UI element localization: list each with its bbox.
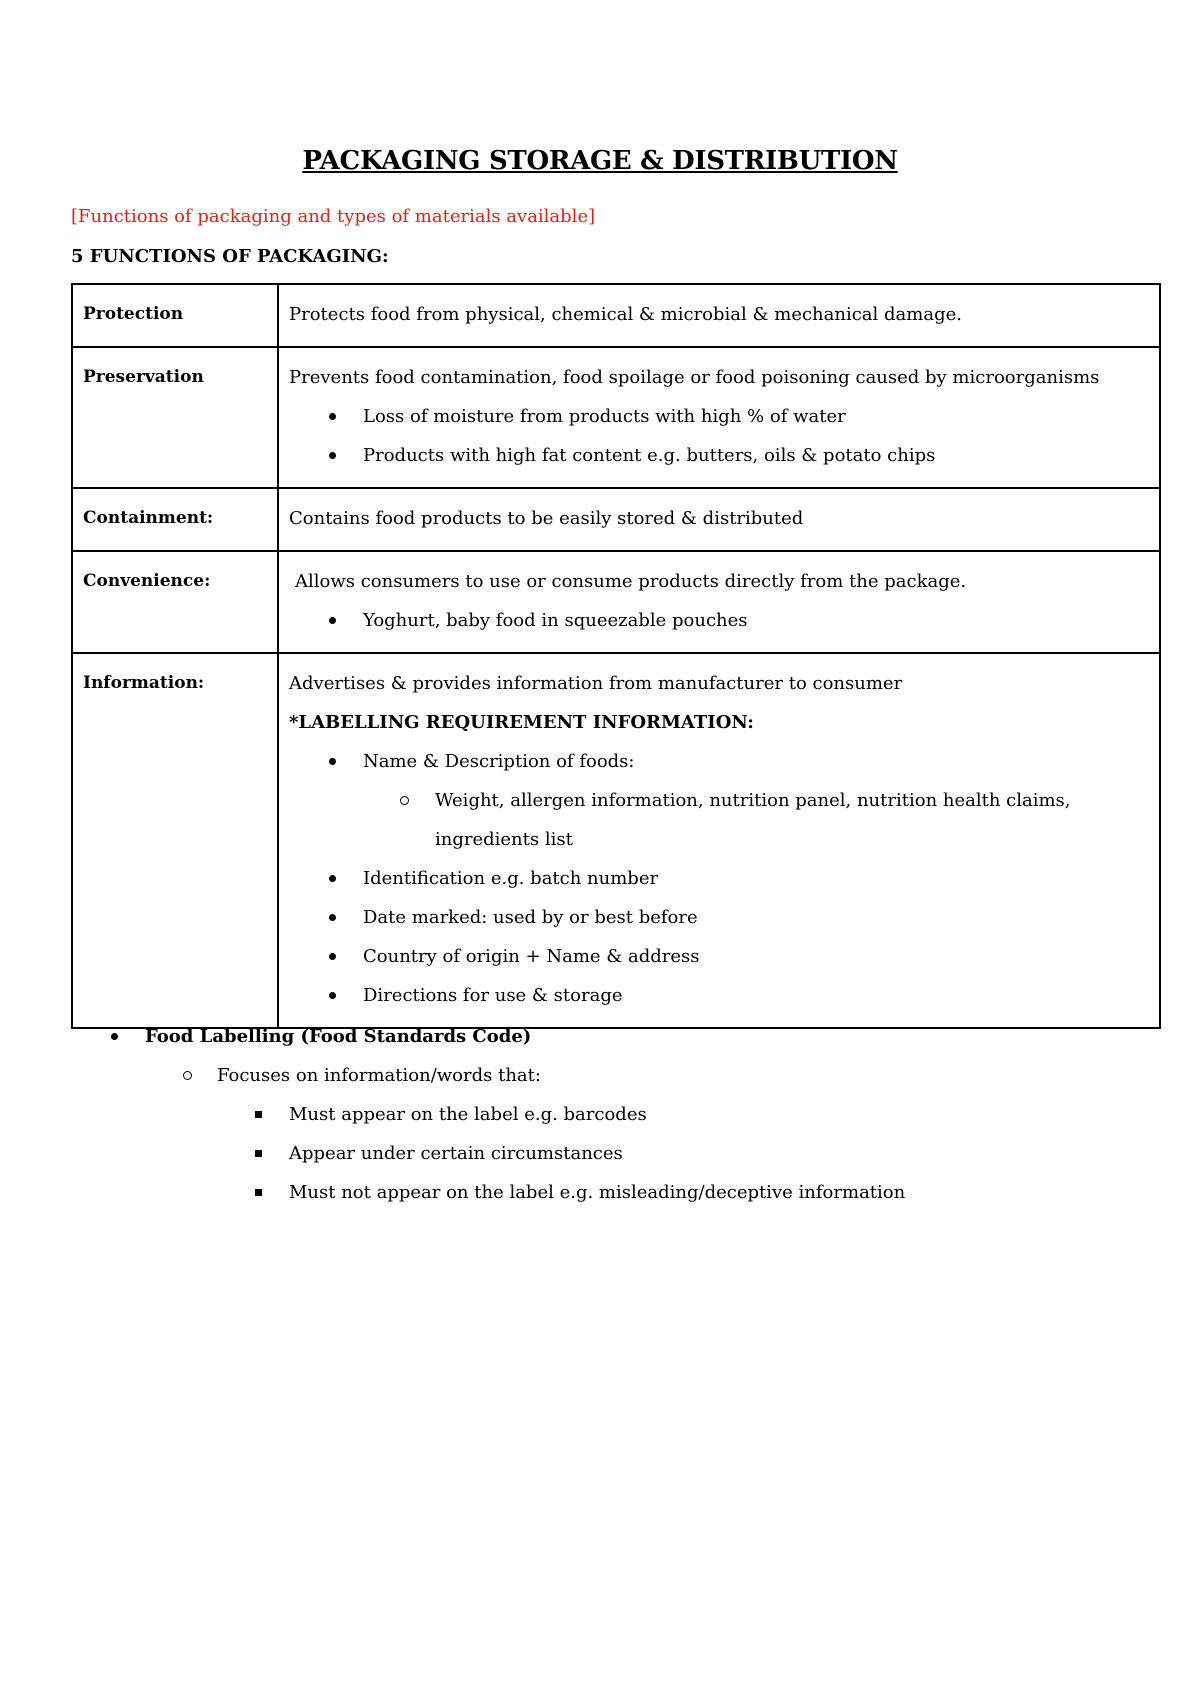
- list-item: Must not appear on the label e.g. misleading/deceptive information: [71, 1173, 1161, 1212]
- square-bullet-icon: [255, 1111, 262, 1118]
- bullet-list: [289, 397, 1149, 475]
- food-labelling-section: [71, 1017, 1161, 1212]
- function-description: [278, 488, 1160, 551]
- list-item: [71, 1017, 1161, 1056]
- function-name: Information:: [72, 653, 278, 1028]
- list-item: Products with high fat content e.g. butters, oils & potato chips: [289, 436, 1149, 475]
- food-labelling-heading: Food Labelling (Food Standards Code): [145, 1026, 532, 1047]
- functions-table: [71, 283, 1161, 1029]
- bullet-icon: [329, 992, 336, 999]
- bullet-icon: [329, 875, 336, 882]
- function-description: [278, 347, 1160, 488]
- list-item: Loss of moisture from products with high % of water: [289, 397, 1149, 436]
- labelling-subheading: *LABELLING REQUIREMENT INFORMATION:: [289, 712, 754, 733]
- bullet-icon: [329, 758, 336, 765]
- bullet-list: [289, 742, 1149, 781]
- bullet-list: [289, 859, 1149, 1015]
- table-row: [72, 551, 1160, 653]
- bullet-icon: [329, 413, 336, 420]
- function-name: Preservation: [72, 347, 278, 488]
- sub-bullet-list: [289, 781, 1149, 859]
- square-bullet-icon: [255, 1150, 262, 1157]
- circle-bullet-icon: [183, 1071, 192, 1080]
- function-name: Protection: [72, 284, 278, 347]
- bullet-icon: [329, 452, 336, 459]
- list-item: Name & Description of foods:: [289, 742, 1149, 781]
- list-item: Date marked: used by or best before: [289, 898, 1149, 937]
- list-item: Directions for use & storage: [289, 976, 1149, 1015]
- list-item: Yoghurt, baby food in squeezable pouches: [289, 601, 1149, 640]
- function-name: Convenience:: [72, 551, 278, 653]
- function-description: [278, 284, 1160, 347]
- list-item: Country of origin + Name & address: [289, 937, 1149, 976]
- list-item: Identification e.g. batch number: [289, 859, 1149, 898]
- function-description: [278, 653, 1160, 1028]
- table-row: [72, 653, 1160, 1028]
- list-item: Must appear on the label e.g. barcodes: [71, 1095, 1161, 1134]
- table-row: [72, 347, 1160, 488]
- bullet-icon: [329, 617, 336, 624]
- page-title: PACKAGING STORAGE & DISTRIBUTION: [302, 146, 898, 176]
- function-name: Containment:: [72, 488, 278, 551]
- list-item: Weight, allergen information, nutrition panel, nutrition health claims,: [289, 781, 1149, 820]
- function-description: [278, 551, 1160, 653]
- square-bullet-icon: [255, 1189, 262, 1196]
- list-item: ingredients list: [435, 829, 573, 850]
- bullet-icon: [329, 953, 336, 960]
- list-item: Focuses on information/words that:: [71, 1056, 1161, 1095]
- description-text: Allows consumers to use or consume products directly from the package.: [295, 571, 967, 592]
- list-item: Appear under certain circumstances: [71, 1134, 1161, 1173]
- bullet-icon: [329, 914, 336, 921]
- description-text: Advertises & provides information from manufacturer to consumer: [289, 673, 903, 694]
- table-row: [72, 284, 1160, 347]
- table-row: [72, 488, 1160, 551]
- bullet-icon: [111, 1033, 118, 1040]
- bullet-list: [289, 601, 1149, 640]
- page-subtitle: [Functions of packaging and types of materials available]: [71, 206, 596, 227]
- description-text: Protects food from physical, chemical & microbial & mechanical damage.: [289, 304, 962, 325]
- circle-bullet-icon: [400, 796, 409, 805]
- description-text: Contains food products to be easily stored & distributed: [289, 508, 804, 529]
- description-text: Prevents food contamination, food spoilage or food poisoning caused by microorganisms: [289, 367, 1100, 388]
- section-heading: 5 FUNCTIONS OF PACKAGING:: [71, 246, 389, 267]
